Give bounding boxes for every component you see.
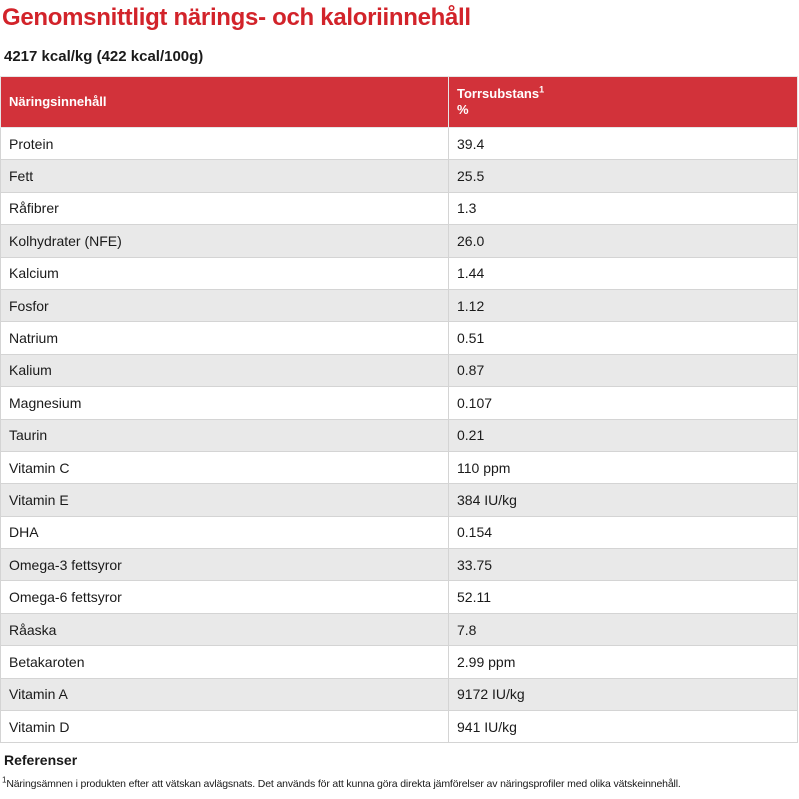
nutrient-name: Fosfor xyxy=(1,289,449,321)
table-row xyxy=(1,160,798,192)
table-row xyxy=(1,257,798,289)
nutrient-value: 0.51 xyxy=(449,322,798,354)
table-row xyxy=(1,387,798,419)
table-row xyxy=(1,322,798,354)
nutrient-value: 0.107 xyxy=(449,387,798,419)
nutrient-value: 1.3 xyxy=(449,192,798,224)
nutrient-value: 25.5 xyxy=(449,160,798,192)
nutrient-name: Protein xyxy=(1,128,449,160)
table-row xyxy=(1,419,798,451)
nutrient-name: Kalcium xyxy=(1,257,449,289)
table-header-row xyxy=(1,77,798,128)
nutrient-value: 0.87 xyxy=(449,354,798,386)
table-row xyxy=(1,192,798,224)
nutrient-value: 0.21 xyxy=(449,419,798,451)
nutrient-value: 52.11 xyxy=(449,581,798,613)
table-row xyxy=(1,516,798,548)
table-row xyxy=(1,225,798,257)
nutrient-name: Taurin xyxy=(1,419,449,451)
footnote-marker-ref: 1 xyxy=(2,775,7,785)
references-heading: Referenser xyxy=(4,752,78,768)
nutrient-name: Råaska xyxy=(1,613,449,645)
nutrient-value: 2.99 ppm xyxy=(449,646,798,678)
nutrient-name: Råfibrer xyxy=(1,192,449,224)
column-header-nutrient xyxy=(1,77,449,128)
footnote-text: Näringsämnen i produkten efter att vätskan avlägsnats. Det används för att kunna göra direkta jämförelser av näringsprofiler med olika vätskeinnehåll. xyxy=(6,778,681,790)
nutrient-value: 39.4 xyxy=(449,128,798,160)
table-row xyxy=(1,613,798,645)
page-title: Genomsnittligt närings- och kaloriinnehåll xyxy=(2,4,471,31)
nutrient-name: Omega-3 fettsyror xyxy=(1,549,449,581)
table-body xyxy=(1,128,798,743)
table-row xyxy=(1,451,798,483)
nutrient-name: Natrium xyxy=(1,322,449,354)
table-row xyxy=(1,711,798,743)
nutrient-value: 33.75 xyxy=(449,549,798,581)
footnote xyxy=(2,775,681,790)
column-header-nutrient-label: Näringsinnehåll xyxy=(9,94,107,109)
nutrient-value: 7.8 xyxy=(449,613,798,645)
table-row xyxy=(1,549,798,581)
table-row xyxy=(1,581,798,613)
footnote-marker: 1 xyxy=(539,84,545,95)
nutrient-name: Omega-6 fettsyror xyxy=(1,581,449,613)
nutrient-value: 0.154 xyxy=(449,516,798,548)
table-row xyxy=(1,646,798,678)
table-row xyxy=(1,484,798,516)
nutrient-value: 9172 IU/kg xyxy=(449,678,798,710)
table-row xyxy=(1,678,798,710)
nutrient-name: Kalium xyxy=(1,354,449,386)
column-header-drymatter-label: Torrsubstans xyxy=(457,86,540,101)
nutrient-name: Vitamin E xyxy=(1,484,449,516)
nutrient-name: Kolhydrater (NFE) xyxy=(1,225,449,257)
nutrient-value: 26.0 xyxy=(449,225,798,257)
energy-content: 4217 kcal/kg (422 kcal/100g) xyxy=(4,48,204,65)
nutrient-value: 941 IU/kg xyxy=(449,711,798,743)
table-row xyxy=(1,289,798,321)
nutrient-name: Vitamin A xyxy=(1,678,449,710)
nutrient-name: Magnesium xyxy=(1,387,449,419)
nutrient-name: Vitamin C xyxy=(1,451,449,483)
column-header-drymatter xyxy=(449,77,798,128)
nutrient-name: DHA xyxy=(1,516,449,548)
table-row xyxy=(1,354,798,386)
nutrient-name: Vitamin D xyxy=(1,711,449,743)
nutrient-value: 1.44 xyxy=(449,257,798,289)
column-header-drymatter-unit: % xyxy=(457,102,469,117)
nutrient-name: Betakaroten xyxy=(1,646,449,678)
nutrient-value: 384 IU/kg xyxy=(449,484,798,516)
table-row xyxy=(1,128,798,160)
nutrient-value: 110 ppm xyxy=(449,451,798,483)
nutrition-table xyxy=(0,76,798,743)
nutrient-value: 1.12 xyxy=(449,289,798,321)
nutrient-name: Fett xyxy=(1,160,449,192)
